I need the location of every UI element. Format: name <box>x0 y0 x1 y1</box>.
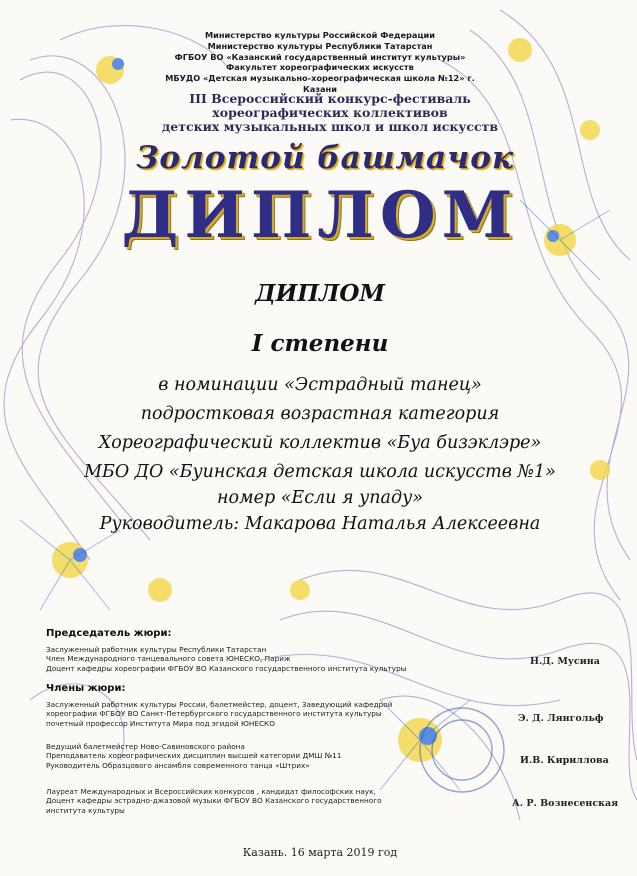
credential-line: Ведущий балетмейстер Ново-Савиновского района <box>46 742 245 751</box>
ministry-header <box>150 30 490 95</box>
header-line: ФГБОУ ВО «Казанский государственный институт культуры» <box>174 51 466 62</box>
credential-line: почетный профессор Института Мира под эгидой ЮНЕСКО <box>46 718 275 728</box>
jury-member-name: Э. Д. Лянгольф <box>518 713 604 724</box>
contest-line: III Всероссийский конкурс-фестиваль <box>189 91 471 106</box>
degree-label: I степени <box>251 330 389 357</box>
jury-members-heading: Члены жюри: <box>46 683 126 694</box>
jury-member-credentials <box>46 700 446 728</box>
jury-member-name: А. Р. Вознесенская <box>512 798 619 809</box>
header-line: МБУДО «Детская музыкально-хореографическая школа №12» г. Казани <box>165 73 475 94</box>
contest-line: детских музыкальных школ и школ искусств <box>161 119 499 134</box>
age-category-line: подростковая возрастная категория <box>140 404 500 424</box>
jury-member-name: И.В. Кириллова <box>520 755 609 766</box>
credential-line: Заслуженный работник культуры России, балетмейстер, доцент, Заведующий кафедрой <box>46 700 393 709</box>
jury-chair-credentials <box>46 645 446 673</box>
credential-line: Доцент кафедры эстрадно-джазовой музыки ФГБОУ ВО Казанского государственного <box>46 796 382 806</box>
jury-member-credentials <box>46 787 446 815</box>
credential-line: Преподаватель хореографических дисциплин высшей категории ДМШ №11 <box>46 751 342 761</box>
credential-line: хореографии ФГБОУ ВО Санкт-Петербургского государственного института культуры <box>46 709 382 719</box>
leader-line: Руководитель: Макарова Наталья Алексеевна <box>99 514 541 534</box>
credential-line: института культуры <box>46 805 125 815</box>
jury-chair-name: Н.Д. Мусина <box>530 656 600 667</box>
footer-place-date: Казань. 16 марта 2019 год <box>242 846 398 859</box>
diploma-label: ДИПЛОМ <box>255 280 385 307</box>
jury-chair-heading: Председатель жюри: <box>46 628 172 639</box>
credential-line: Доцент кафедры хореографии ФГБОУ ВО Казанского государственного института культуры <box>46 663 407 673</box>
header-line: Министерство культуры Российской Федерации <box>204 30 435 40</box>
contest-title <box>150 92 510 134</box>
credential-line: Руководитель Образцового ансамбля современного танца «Штрих» <box>46 760 310 770</box>
festival-name: Золотой башмачок <box>136 140 514 176</box>
header-line: Факультет хореографических искусств <box>226 62 414 73</box>
credential-line: Член Международного танцевального совета ЮНЕСКО, Париж <box>46 654 291 664</box>
credential-line: Заслуженный работник культуры Республики Татарстан <box>46 645 267 654</box>
collective-line: Хореографический коллектив «Буа бизэклэре» <box>98 433 542 453</box>
big-diploma-title: ДИПЛОМ <box>121 178 519 253</box>
credential-line: Лауреат Международных и Всероссийских конкурсов , кандидат философских наук, <box>46 787 376 796</box>
contest-line: хореографических коллективов <box>212 105 448 120</box>
jury-member-credentials <box>46 742 446 770</box>
nomination-line: в номинации «Эстрадный танец» <box>158 375 482 395</box>
header-line: Министерство культуры Республики Татарстан <box>207 40 433 51</box>
school-line: МБО ДО «Буинская детская школа искусств №1» <box>84 462 556 482</box>
number-line: номер «Если я упаду» <box>217 488 423 508</box>
